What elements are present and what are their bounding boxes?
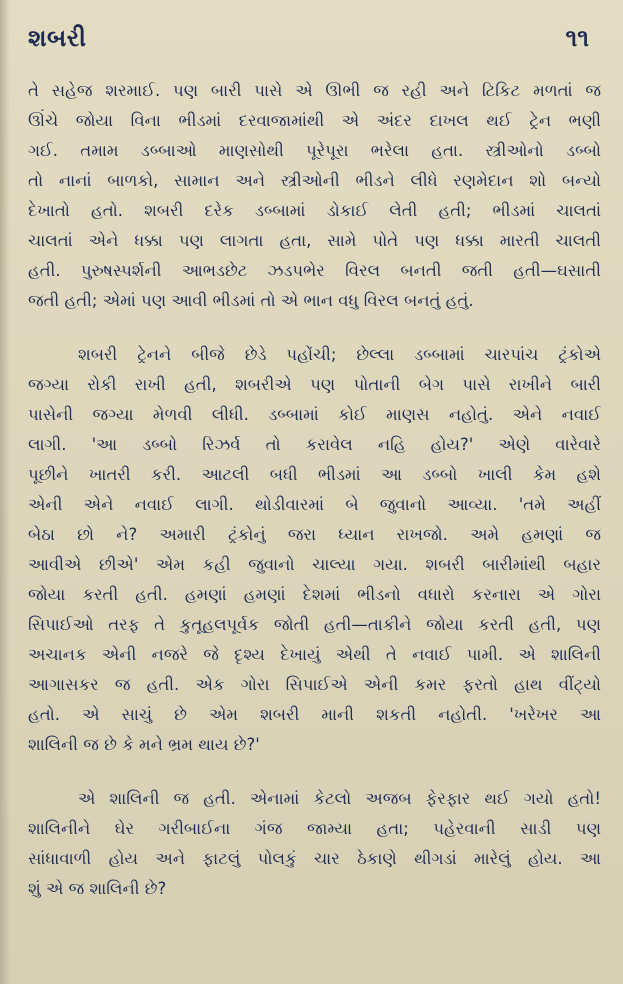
text-line: પાસેની જગ્યા મેળવી લીધી. ડબ્બામાં કોઈ માણસ નહોતું. એને નવાઈ [28, 405, 601, 424]
text-line: જતી હતી; એમાં પણ આવી ભીડમાં તો એ ભાન વધુ વિરલ બનતું હતું. [28, 291, 474, 310]
paragraph [28, 784, 601, 904]
text-line: સિપાઈઓ તરફ તે કુતૂહલપૂર્વક જોતી હતી—તાકીને જોયા કરતી હતી, પણ [28, 615, 601, 634]
text-line: બેઠા છો ને? અમારી ટ્રંકોનું જરા ધ્યાન રાખજો. અમે હમણાં જ [28, 525, 601, 544]
text-line: ઊંચે જોયા વિના ભીડમાં દરવાજામાંથી એ અંદર દાખલ થઈ ટ્રેન ભણી [28, 111, 601, 130]
running-head: શબરી [28, 24, 87, 52]
text-line: હતો. એ સાચું છે એમ શબરી માની શકતી નહોતી. 'ખરેખર આ [28, 705, 601, 724]
text-line: આવીએ છીએ' એમ કહી જુવાનો ચાલ્યા ગયા. શબરી બારીમાંથી બહાર [28, 555, 601, 574]
text-line: શું એ જ શાલિની છે? [28, 879, 167, 898]
text-line: પૂછીને ખાતરી કરી. આટલી બધી ભીડમાં આ ડબ્બો ખાલી કેમ હશે [28, 465, 601, 484]
text-line: હતી. પુરુષસ્પર્શની આભડછેટ ઝડપભેર વિરલ બનતી જતી હતી—ઘસાતી [28, 261, 601, 280]
text-line: લાગી. 'આ ડબ્બો રિઝર્વ તો કરાવેલ નહિ હોય?' એણે વારેવારે [28, 435, 601, 454]
page-number: ૧૧ [565, 24, 589, 52]
text-line: ગઈ. તમામ ડબ્બાઓ માણસોથી પૂરેપૂરા ભરેલા હતા. સ્ત્રીઓનો ડબ્બો [28, 141, 601, 160]
text-line: અચાનક એની નજરે જે દૃશ્ય દેખાયું એથી તે નવાઈ પામી. એ શાલિની [28, 645, 601, 664]
text-line: શબરી ટ્રેનને બીજે છેડે પહોંચી; છેલ્લા ડબ્બામાં ચારપાંચ ટ્રંકોએ [78, 345, 601, 364]
page-header [28, 24, 589, 62]
text-line: એ શાલિની જ હતી. એનામાં કેટલો અજબ ફેરફાર થઈ ગયો હતો! [78, 789, 601, 808]
text-line: આગાસકર જ હતી. એક ગોરા સિપાઈએ એની કમર ફરતો હાથ વીંટ્યો [28, 675, 601, 694]
text-line: જોયા કરતી હતી. હમણાં હમણાં દેશમાં ભીડનો વધારો કરનારા એ ગોરા [28, 585, 601, 604]
paragraph [28, 340, 601, 760]
text-line: સાંધાવાળી હોય અને ફાટલું પોલકું ચાર ઠેકાણે થીગડાં મારેલું હોય. આ [28, 849, 601, 868]
text-line: જગ્યા રોકી રાખી હતી, શબરીએ પણ પોતાની બેગ પાસે રાખીને બારી [28, 375, 601, 394]
body-text [28, 76, 601, 928]
text-line: દેખાતો હતો. શબરી દરેક ડબ્બામાં ડોકાઈ લેતી હતી; ભીડમાં ચાલતાં [28, 201, 601, 220]
paragraph [28, 76, 601, 316]
text-line: તો નાનાં બાળકો, સામાન અને સ્ત્રીઓની ભીડને લીધે રણમેદાન શો બન્યો [28, 171, 601, 190]
text-line: શાલિની જ છે કે મને ભ્રમ થાય છે?' [28, 735, 260, 754]
text-line: એની એને નવાઈ લાગી. થોડીવારમાં બે જુવાનો આવ્યા. 'તમે અહીં [28, 495, 601, 514]
text-line: શાલિનીને ઘેર ગરીબાઈના ગંજ જામ્યા હતા; પહેરવાની સાડી પણ [28, 819, 601, 838]
text-line: ચાલતાં એને ધક્કા પણ લાગતા હતા, સામે પોતે પણ ધક્કા મારતી ચાલતી [28, 231, 601, 250]
text-line: તે સહેજ શરમાઈ. પણ બારી પાસે એ ઊભી જ રહી અને ટિકિટ મળતાં જ [28, 81, 601, 100]
